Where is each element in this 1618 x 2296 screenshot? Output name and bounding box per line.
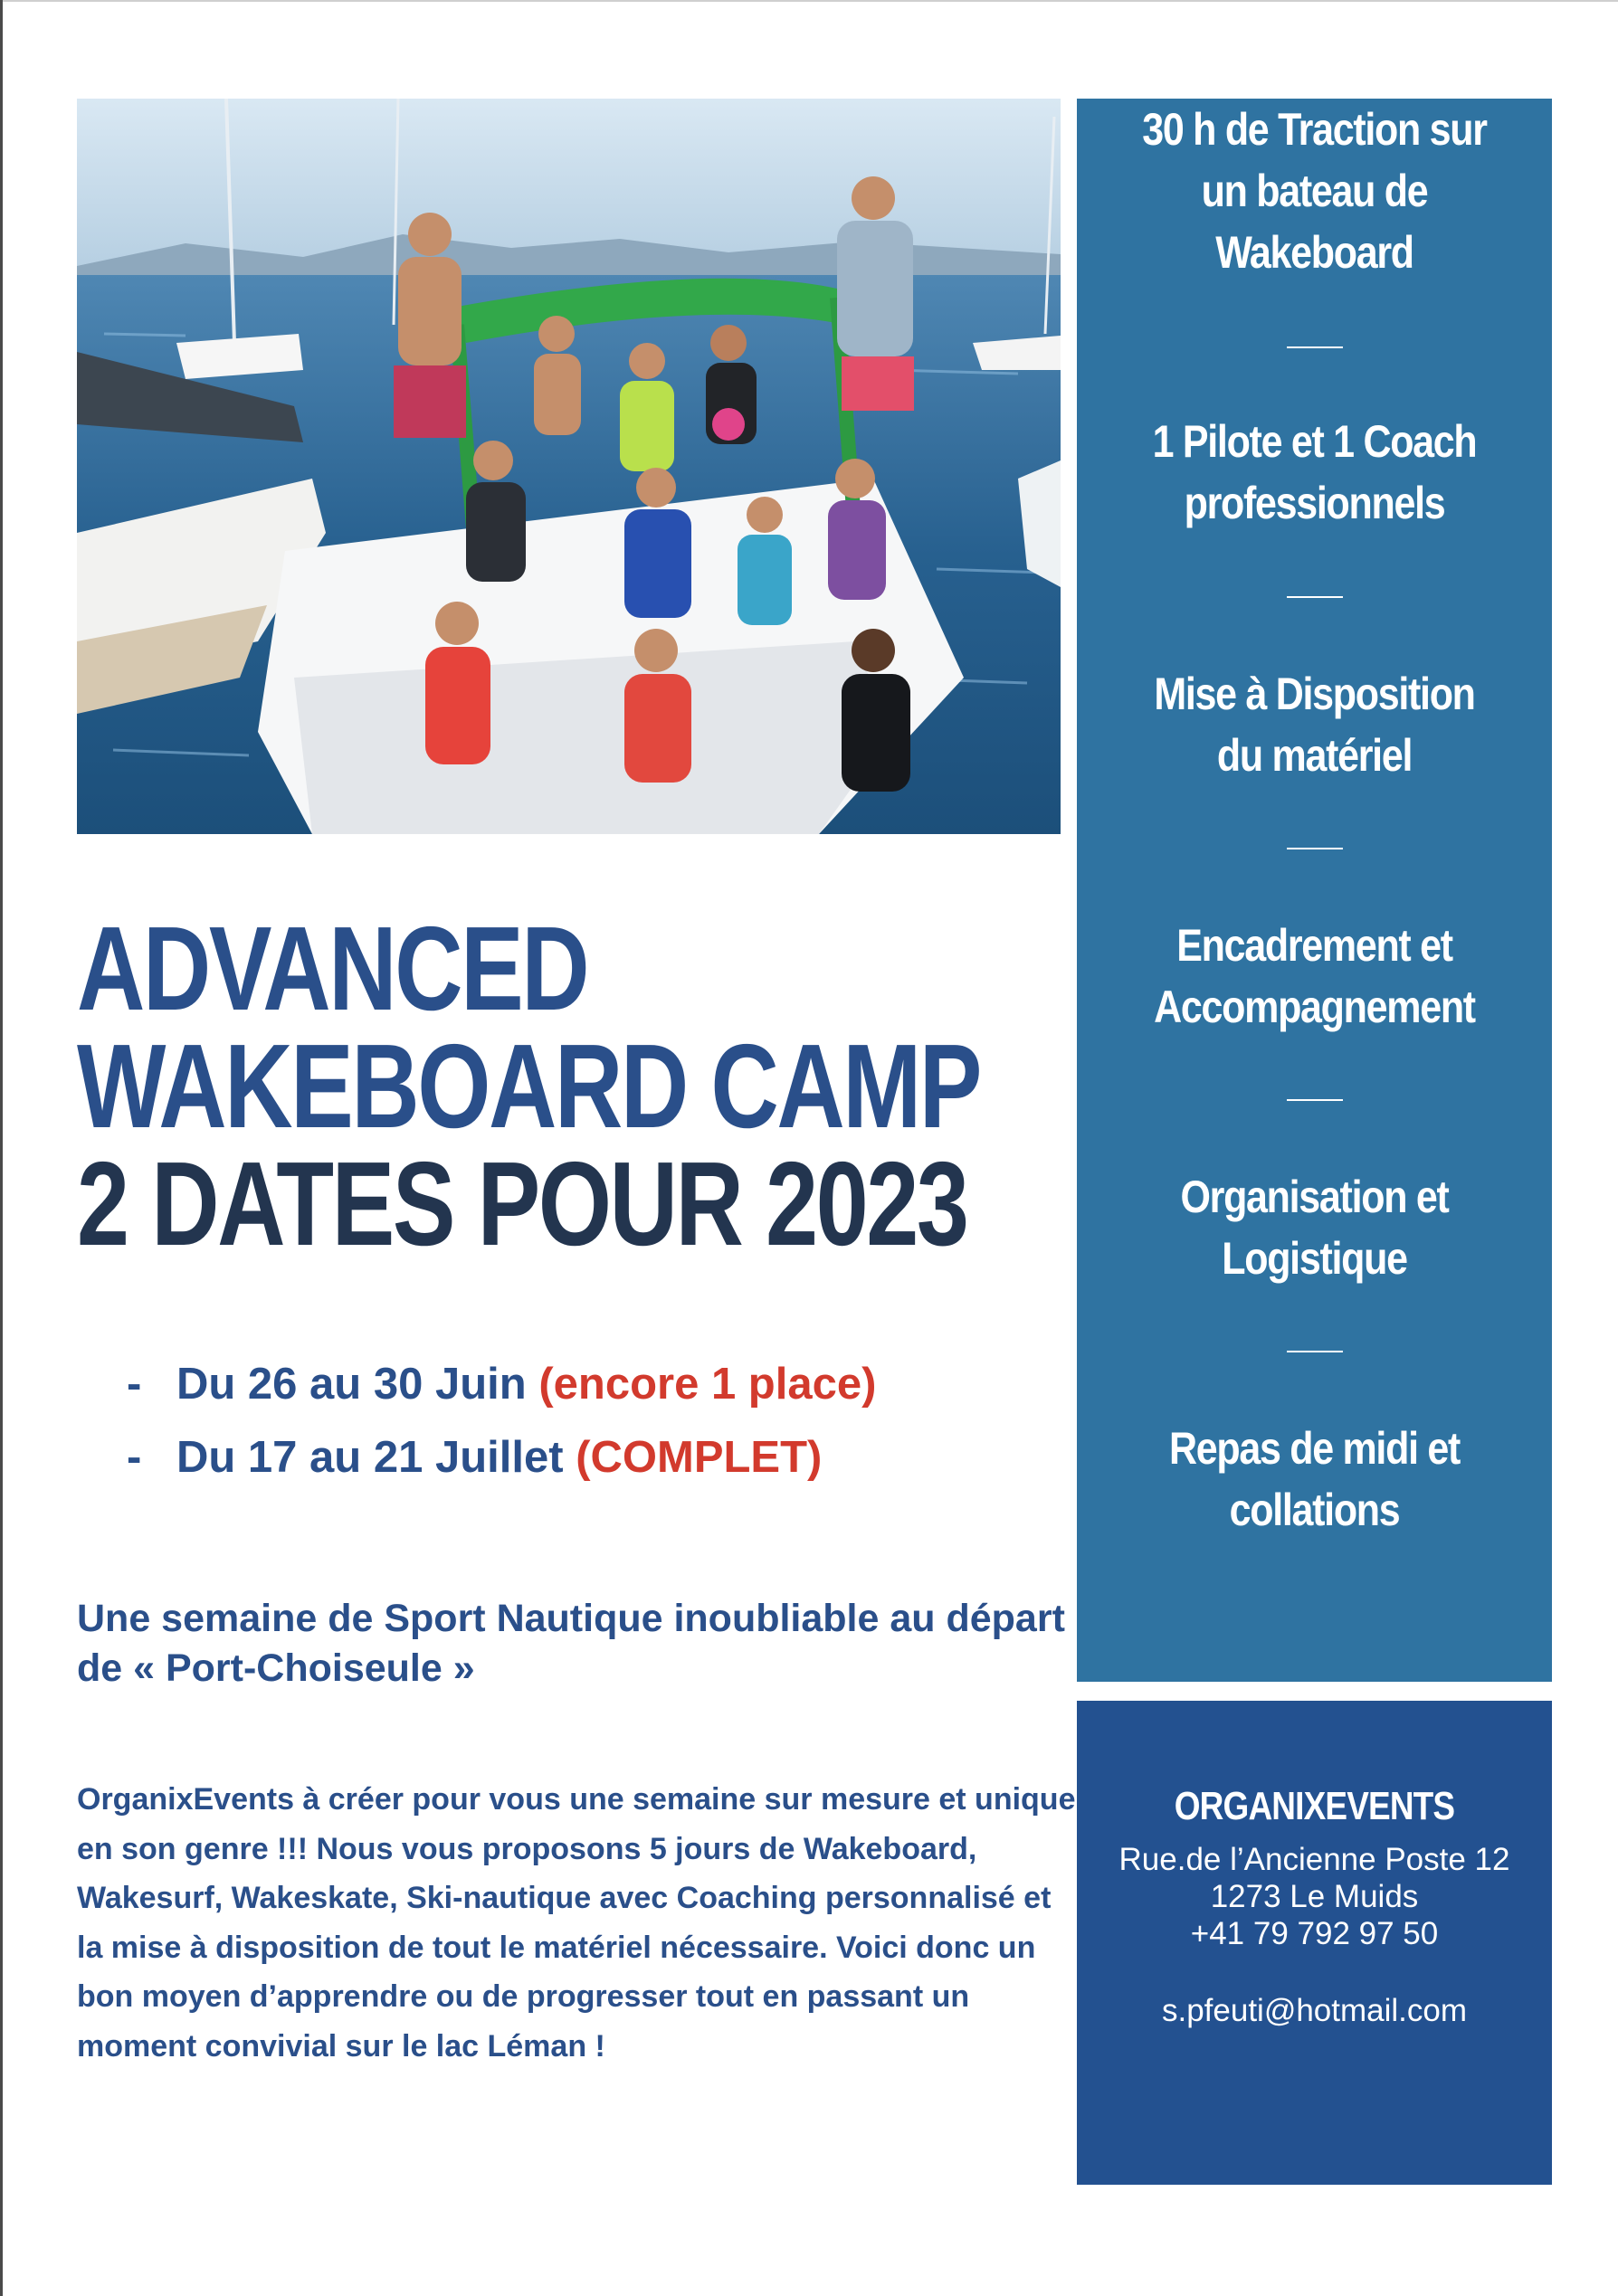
feature-line: Accompagnement <box>1154 982 1475 1032</box>
contact-panel <box>1077 1701 1552 2185</box>
feature-separator <box>1287 848 1343 849</box>
feature-separator <box>1287 346 1343 348</box>
feature-separator <box>1287 1351 1343 1352</box>
feature-pilot-coach <box>1110 411 1519 534</box>
feature-line: Repas de midi et <box>1168 1423 1461 1474</box>
contact-email: s.pfeuti@hotmail.com <box>1161 1993 1468 2028</box>
hero-photo <box>77 99 1061 834</box>
date-dash: - <box>127 1360 142 1409</box>
feature-line: un bateau de <box>1201 166 1428 216</box>
feature-separator <box>1287 596 1343 598</box>
date-text: Du 26 au 30 Juin <box>176 1360 527 1409</box>
contact-phone: +41 79 792 97 50 <box>1190 1916 1439 1951</box>
organizer-name: ORGANIXEVENTS <box>1174 1784 1455 1828</box>
date-status: (encore 1 place) <box>538 1360 877 1409</box>
feature-supervision <box>1110 915 1519 1038</box>
date-text: Du 17 au 21 Juillet <box>176 1433 564 1482</box>
feature-line: du matériel <box>1216 730 1413 781</box>
feature-line: professionnels <box>1184 478 1445 528</box>
intro-text: Une semaine de Sport Nautique inoubliable au départ de « Port-Choiseule » <box>77 1597 1065 1690</box>
feature-traction <box>1110 99 1519 283</box>
feature-line: Mise à Disposition <box>1154 669 1475 719</box>
page-edge-top <box>0 0 1618 2</box>
date-item <box>127 1359 876 1409</box>
contact-city: 1273 Le Muids <box>1210 1879 1419 1914</box>
date-status: (COMPLET) <box>576 1433 823 1482</box>
feature-line: Wakeboard <box>1215 227 1413 278</box>
feature-line: 30 h de Traction sur <box>1142 104 1487 155</box>
feature-separator <box>1287 1099 1343 1101</box>
feature-equipment <box>1110 663 1519 786</box>
feature-line: Logistique <box>1222 1233 1407 1284</box>
headline-line-1: ADVANCED <box>77 902 588 1035</box>
feature-line: Organisation et <box>1180 1172 1449 1222</box>
headline-line-3: 2 DATES POUR 2023 <box>77 1137 967 1270</box>
feature-line: 1 Pilote et 1 Coach <box>1152 416 1477 467</box>
feature-line: Encadrement et <box>1176 920 1452 971</box>
page-edge-left <box>0 0 3 2296</box>
features-panel <box>1077 99 1552 1682</box>
date-item <box>127 1432 822 1483</box>
date-dash: - <box>127 1433 142 1482</box>
headline-line-2: WAKEBOARD CAMP <box>77 1020 981 1153</box>
feature-line: collations <box>1229 1485 1400 1535</box>
contact-street: Rue.de l’Ancienne Poste 12 <box>1118 1842 1510 1877</box>
feature-meals <box>1110 1418 1519 1541</box>
feature-logistics <box>1110 1166 1519 1289</box>
description-text: OrganixEvents à créer pour vous une semaine sur mesure et unique en son genre !!! Nous vous proposons 5 jours de Wakeboard, Wakesurf, Wakeskate, Ski-nautique avec Coaching personnalisé et la mise à disposition de tout le matériel nécessaire. Voici donc un bon moyen d’apprendre ou de progresser tout en passant un moment convivial sur le lac Léman ! <box>77 1782 1076 2064</box>
